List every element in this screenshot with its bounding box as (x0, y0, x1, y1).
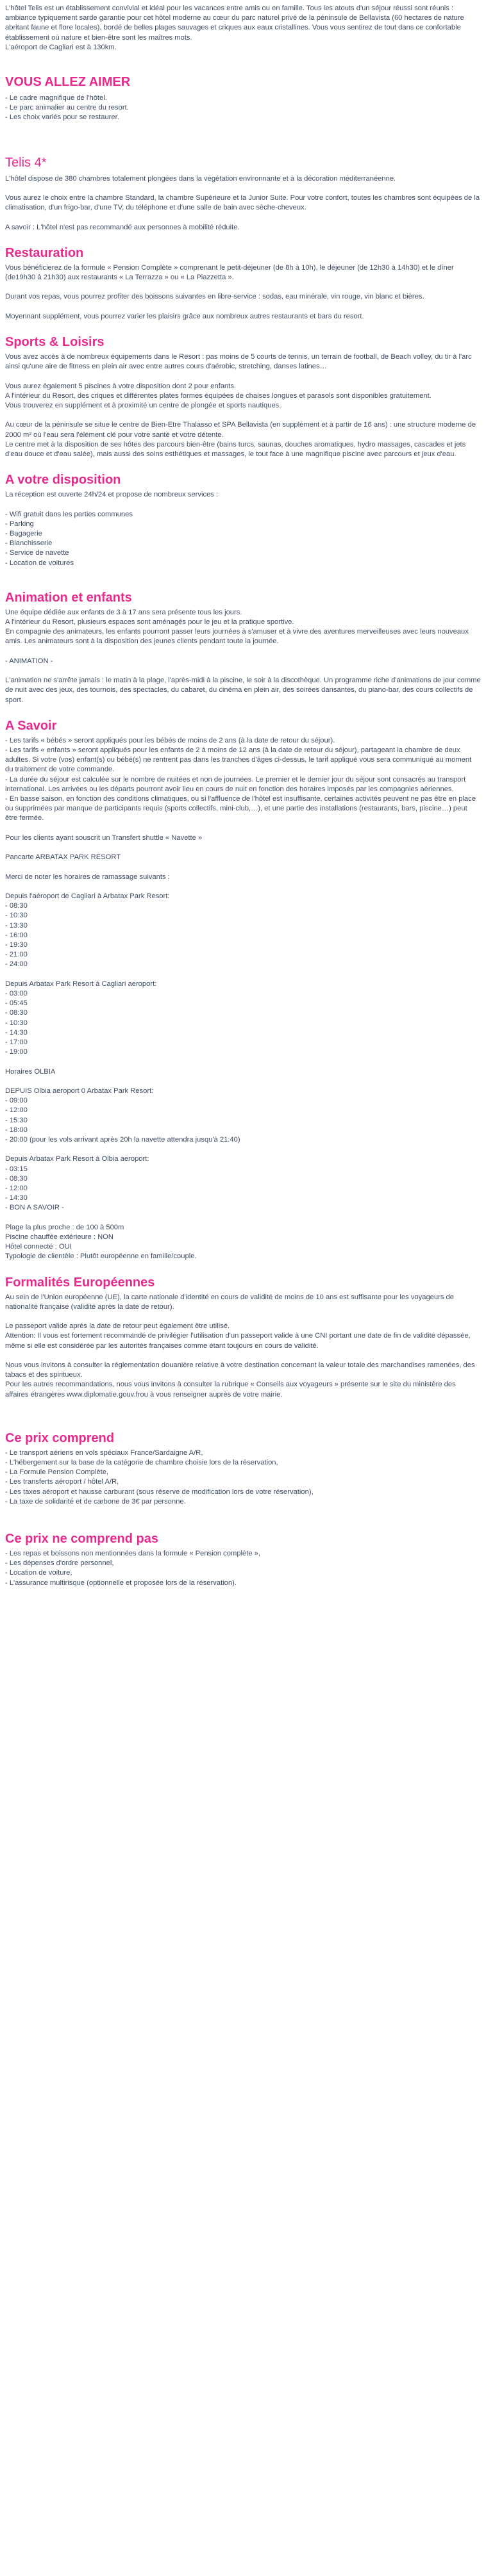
formalites-advice: Pour les autres recommandations, nous vous invitons à consulter la rubrique « Conseils aux voyageurs » présente sur le site du ministère des affaires étrangères www.diplomatie.gouv.frou à vous renseigner auprès de votre mairie. (5, 1381, 456, 1399)
sports-pools: Vous aurez également 5 piscines à votre disposition dont 2 pour enfants. (5, 382, 237, 390)
comprend-item: - Le transport aériens en vols spéciaux France/Sardaigne A/R, (5, 1448, 203, 1457)
love-title: VOUS ALLEZ AIMER (5, 75, 131, 90)
schedule-time: - 12:00 (5, 1106, 28, 1115)
savoir-children: - Les tarifs « enfants » seront appliqués pour les enfants de 2 à moins de 12 ans (à la date de retour du séjour), partageant la chambre de deux adultes. Si votre (vos) enfant(s) ou bébé(s) ne rentrent pas dans les tranches d'âges ci-dessus, le tarif appliqué vous sera communiqué au moment du traitement de votre commande. (5, 746, 472, 774)
formalites-warning: Attention: Il vous est fortement recommandé de privilégier l'utilisation d'un passeport valide à une CNI portant une date de fin de validité dépassée, même si elle est considérée par les autorités françaises comme étant toujours en cours de validité. (5, 1332, 471, 1350)
formalites-id-card: Au sein de l'Union européenne (UE), la carte nationale d'identité en cours de validité de moins de 10 ans est suffisante pour les voyageurs de nationalité française (validité après la date de retour). (5, 1293, 454, 1311)
animation-kids-team: Une équipe dédiée aux enfants de 3 à 17 ans sera présente tous les jours. (5, 608, 242, 616)
schedule-time: - 18:00 (5, 1126, 28, 1134)
sports-diving: Vous trouverez en supplément et à proximité un centre de plongée et sports nautiques. (5, 402, 281, 409)
restauration-section (5, 245, 481, 322)
restauration-supplement: Moyennant supplément, vous pourrez varier les plaisirs grâce aux nombreux autres restaurants et bars du resort. (5, 312, 364, 320)
hotel-rooms-types: Vous aurez le choix entre la chambre Standard, la chambre Supérieure et la Junior Suite. Pour votre confort, toutes les chambres sont équipées de la climatisation, d'un frigo-bar, d'une TV, du téléphone et d'une salle de bain avec sèche-cheveux. (5, 194, 480, 212)
sports-title: Sports & Loisirs (5, 335, 105, 349)
comprend-item: - Les taxes aéroport et hausse carburant (sous réserve de modification lors de votre réservation), (5, 1488, 314, 1496)
schedule-time: - 17:00 (5, 1038, 28, 1047)
formalites-passport: Le passeport valide après la date de retour peut également être utilisé. (5, 1322, 230, 1331)
savoir-babies: - Les tarifs « bébés » seront appliqués pour les bébés de moins de 2 ans (à la date de retour du séjour). (5, 736, 335, 744)
formalites-section (5, 1275, 481, 1400)
comprend-item: - La taxe de solidarité et de carbone de 3€ par personne. (5, 1497, 186, 1505)
comprend-item: - Les transferts aéroport / hôtel A/R, (5, 1478, 119, 1486)
savoir-duration: - La durée du séjour est calculée sur le nombre de nuitées et non de journées. Le premier et le dernier jour du séjour sont consacrés au transport international. Les arrivées ou les départs pourront avoir lieu en cours de nuit en fonction des horaires imposés par les compagnies aériennes. (5, 775, 466, 793)
sports-section (5, 334, 481, 459)
schedule-time: - 13:30 (5, 921, 28, 930)
hotel-section (5, 155, 481, 233)
dispo-intro: La réception est ouverte 24h/24 et propose de nombreux services : (5, 491, 219, 499)
comprend-title: Ce prix comprend (5, 1431, 115, 1445)
schedule-time: - 20:00 (pour les vols arrivant après 20h la navette attendra jusqu'à 21:40) (5, 1136, 240, 1144)
schedule-time: - 24:00 (5, 960, 28, 969)
comprend-section (5, 1431, 481, 1507)
ne-comprend-title: Ce prix ne comprend pas (5, 1532, 158, 1546)
love-item: - Le parc animalier au centre du resort. (5, 104, 129, 112)
ne-comprend-item: - Les repas et boissons non mentionnées dans la formule « Pension complète », (5, 1550, 261, 1558)
hotel-rooms-count: L'hôtel dispose de 380 chambres totalement plongées dans la végétation environnante et à la décoration méditerranéenne. (5, 174, 396, 183)
ne-comprend-item: - Les dépenses d'ordre personnel, (5, 1559, 114, 1568)
savoir-shuttle-note: Pour les clients ayant souscrit un Transfert shuttle « Navette » (5, 833, 203, 842)
formalites-customs: Nous vous invitons à consulter la réglementation douanière relative à votre destination concernant la valeur totale des marchandises ramenées, des tabacs et des spiritueux. (5, 1361, 475, 1379)
savoir-title: A Savoir (5, 718, 57, 733)
hotel-title (5, 155, 481, 170)
dispo-item: - Wifi gratuit dans les parties communes (5, 510, 133, 518)
sports-beaches: A l'intérieur du Resort, des criques et différentes plates formes équipées de chaises longues et parasols sont disponibles gratuitement. (5, 391, 432, 400)
love-item: - Le cadre magnifique de l'hôtel. (5, 94, 107, 103)
schedule-time: - 08:30 (5, 1174, 28, 1183)
fact-clientele: Typologie de clientèle : Plutôt européenne en famille/couple. (5, 1252, 197, 1261)
intro-paragraph: L'hôtel Telis est un établissement convivial et idéal pour les vacances entre amis ou en famille. Tous les atouts d'un séjour réussi sont réunis : ambiance typiquement sarde garantie pour cet hôtel moderne au cœur du parc naturel privé de la péninsule de Bellavista (60 hectares de nature abritant faune et flore locales), bordé de belles plages sauvages et criques aux eaux cristallines. Vous vous sentirez de tout dans ce confortable établissement où nature et bien-être sont les maîtres mots. (5, 4, 464, 42)
sports-equipment: Vous avez accès à de nombreux équipements dans le Resort : pas moins de 5 courts de tennis, un terrain de football, de Beach volley, du tir à l'arc ainsi qu'une aire de fitness en plein air avec entre autres cours d'aérobic, stretching, danses latines… (5, 353, 472, 371)
schedule-time: - 14:30 (5, 1194, 28, 1202)
schedule-time: - 08:30 (5, 1009, 28, 1017)
dispo-item: - Parking (5, 520, 34, 528)
schedule-time: - 19:00 (5, 1048, 28, 1056)
animation-title: Animation et enfants (5, 590, 132, 605)
dispo-item: - Blanchisserie (5, 539, 53, 548)
savoir-horaires-note: Merci de noter les horaires de ramassage suivants : (5, 873, 170, 881)
olbia-label: Horaires OLBIA (5, 1067, 56, 1076)
ne-comprend-item: - L'assurance multirisque (optionnelle et proposée lors de la réservation). (5, 1579, 237, 1587)
restauration-drinks: Durant vos repas, vous pourrez profiter des boissons suivantes en libre-service : sodas, eau minérale, vin rouge, vin blanc et bières. (5, 293, 424, 301)
comprend-item: - La Formule Pension Complète, (5, 1468, 109, 1477)
hotel-title-stars: 4* (34, 155, 47, 170)
resort-to-olbia-title: Depuis Arbatax Park Resort à Olbia aeroport: (5, 1155, 149, 1163)
bon-a-savoir-label: - BON A SAVOIR - (5, 1204, 64, 1212)
restauration-title: Restauration (5, 245, 84, 260)
savoir-low-season: - En basse saison, en fonction des conditions climatiques, ou si l'affluence de l'hôtel est insuffisante, certaines activités peuvent ne pas être en place ou supprimées par manque de participants requis (sports collectifs, mini-club,…), et une partie des installations (restaurants, bars, piscine…) peut être fermée. (5, 795, 476, 823)
schedule-time: - 19:30 (5, 941, 28, 949)
dispo-item: - Bagagerie (5, 530, 42, 537)
fact-connected: Hôtel connecté : OUI (5, 1243, 72, 1251)
love-item: - Les choix variés pour se restaurer. (5, 113, 119, 122)
animation-section (5, 590, 481, 705)
cagliari-to-resort-title: Depuis l'aéroport de Cagliari à Arbatax Park Resort: (5, 892, 170, 900)
sports-spa-details: Le centre met à la disposition de ses hôtes des parcours bien-être (bains turcs, saunas, douches aromatiques, hydro massages, cascades et jets d'eau douce et d'eau salée), mais aussi des soins esthétiques et massages, le tout face à une magnifique piscine avec parcours et jeux d'eau. (5, 440, 466, 458)
schedule-time: - 05:45 (5, 999, 28, 1008)
animation-kids-adventures: En compagnie des animateurs, les enfants pourront passer leurs journées à s'amuser et à vivre des aventures merveilleuses avec leurs nouveaux amis. Les animateurs sont à la disposition des jeunes clients pendant toute la journée. (5, 628, 469, 646)
intro-section (5, 4, 481, 53)
schedule-time: - 21:00 (5, 951, 28, 959)
comprend-item: - L'hébergement sur la base de la catégorie de chambre choisie lors de la réservation, (5, 1459, 278, 1467)
schedule-time: - 10:30 (5, 912, 28, 920)
love-section (5, 74, 481, 123)
ne-comprend-item: - Location de voiture, (5, 1569, 72, 1577)
schedule-time: - 15:30 (5, 1116, 28, 1124)
sports-spa: Au cœur de la péninsule se situe le centre de Bien-Etre Thalasso et SPA Bellavista (en supplément et à partir de 16 ans) : une structure moderne de 2000 m² où l'eau sera l'élément clé pour votre santé et votre détente. (5, 421, 476, 439)
animation-subtitle: - ANIMATION - (5, 657, 53, 665)
animation-program: L'animation ne s'arrête jamais : le matin à la plage, l'après-midi à la piscine, le soir à la discothèque. Un programme riche d'animations de jour comme de nuit avec des jeux, des tournois, des spectacles, du cabaret, du cinéma en plein air, des soirées dansantes, du piano-bar, des cours collectifs de sport. (5, 677, 481, 704)
fact-beach: Plage la plus proche : de 100 à 500m (5, 1223, 124, 1231)
hotel-title-name: Telis (5, 155, 35, 170)
dispo-item: - Location de voitures (5, 559, 74, 567)
resort-to-cagliari-title: Depuis Arbatax Park Resort à Cagliari aeroport: (5, 980, 157, 988)
schedule-time: - 03:00 (5, 990, 28, 998)
dispo-section (5, 472, 481, 568)
schedule-time: - 14:30 (5, 1028, 28, 1037)
ne-comprend-section (5, 1531, 481, 1588)
schedule-time: - 03:15 (5, 1165, 28, 1173)
fact-pool: Piscine chauffée extérieure : NON (5, 1233, 113, 1242)
schedule-time: - 08:30 (5, 902, 28, 910)
schedule-time: - 10:30 (5, 1019, 28, 1027)
hotel-accessibility: A savoir : L'hôtel n'est pas recommandé aux personnes à mobilité réduite. (5, 223, 240, 231)
savoir-section (5, 718, 481, 1262)
formalites-title: Formalités Européennes (5, 1275, 155, 1290)
airport-distance: L'aéroport de Cagliari est à 130km. (5, 43, 117, 51)
animation-kids-spaces: A l'intérieur du Resort, plusieurs espaces sont aménagés pour le jeu et la pratique sportive. (5, 618, 294, 627)
dispo-item: - Service de navette (5, 549, 69, 557)
schedule-time: - 12:00 (5, 1185, 28, 1193)
schedule-time: - 16:00 (5, 931, 28, 939)
dispo-title: A votre disposition (5, 473, 121, 488)
schedule-time: - 09:00 (5, 1097, 28, 1105)
restauration-formula: Vous bénéficierez de la formule « Pension Complète » comprenant le petit-déjeuner (de 8h à 10h), le déjeuner (de 12h30 à 14h30) et le dîner (de19h30 à 21h30) aux restaurants « La Terrazza » ou « La Piazzetta ». (5, 263, 454, 282)
savoir-pancarte: Pancarte ARBATAX PARK RESORT (5, 853, 121, 862)
olbia-to-resort-title: DEPUIS Olbia aeroport 0 Arbatax Park Resort: (5, 1087, 154, 1095)
